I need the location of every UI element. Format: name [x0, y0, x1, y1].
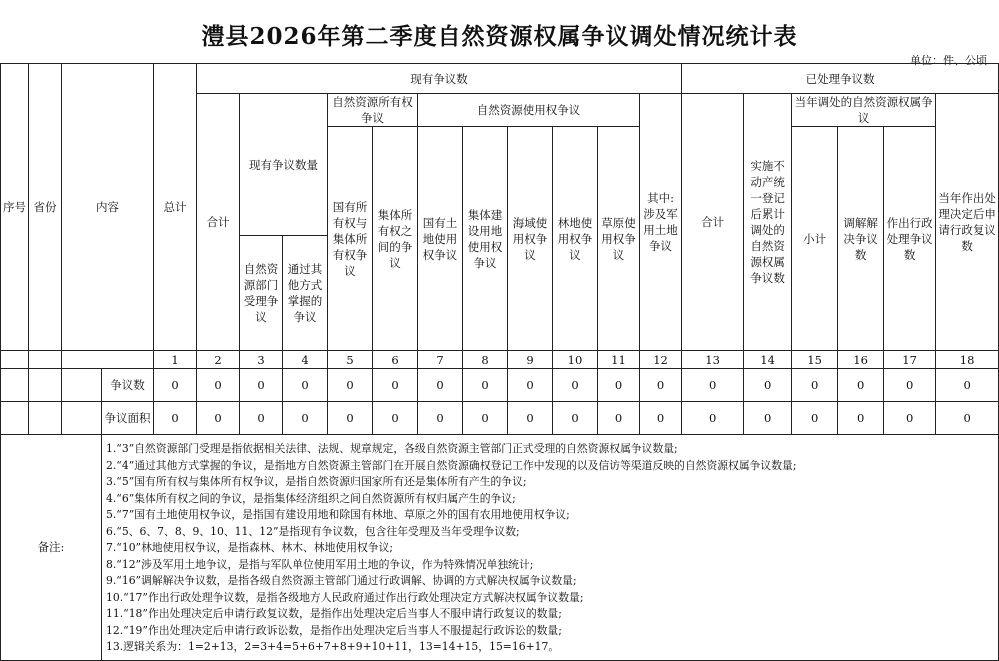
- mediation-header: 调解解决争议数: [838, 127, 884, 351]
- note-line: 6.“5、6、7、8、9、10、11、12”是指现有争议数，包含往年受理及当年受理争议数;: [106, 524, 520, 538]
- cell-value[interactable]: 0: [884, 402, 936, 435]
- cell-value[interactable]: 0: [197, 369, 240, 402]
- current-disputes-header: 现有争议数: [197, 64, 682, 94]
- cell-value[interactable]: 0: [463, 369, 508, 402]
- note-line: 10.“17”作出行政处理争议数，是指各级地方人民政府通过作出行政处理决定方式解决权属争议数量;: [106, 590, 584, 604]
- cell-value[interactable]: 0: [197, 402, 240, 435]
- content-header: 内容: [62, 64, 154, 351]
- seq-header: 序号: [1, 64, 29, 351]
- col-number: 6: [373, 351, 418, 369]
- row-label: 争议面积: [102, 402, 154, 435]
- col-number: 7: [418, 351, 463, 369]
- cell-value[interactable]: 0: [373, 369, 418, 402]
- cell-value[interactable]: 0: [640, 369, 682, 402]
- cell-value[interactable]: 0: [838, 369, 884, 402]
- cell-value[interactable]: 0: [328, 369, 373, 402]
- col-number: 16: [838, 351, 884, 369]
- cell-value[interactable]: 0: [154, 369, 197, 402]
- cell-value[interactable]: 0: [744, 402, 792, 435]
- cell-value[interactable]: 0: [598, 402, 640, 435]
- unit-label: 单位：件、公顷: [910, 54, 987, 67]
- col-number: 3: [240, 351, 283, 369]
- note-line: 12.“19”作出处理决定后申请行政诉讼数，是指作出处理决定后当事人不服提起行政诉讼的数量;: [106, 623, 562, 637]
- col-number: 2: [197, 351, 240, 369]
- cell-value[interactable]: 0: [283, 402, 328, 435]
- col-number: 10: [553, 351, 598, 369]
- cell-value[interactable]: 0: [553, 369, 598, 402]
- notes-label: 备注:: [1, 435, 102, 661]
- notes-row: [1, 435, 999, 661]
- notes-block: [102, 435, 999, 661]
- cell-value[interactable]: 0: [682, 402, 744, 435]
- total-header: 总计: [154, 64, 197, 351]
- cell-value[interactable]: 0: [373, 402, 418, 435]
- collective-between-header: 集体所有权之间的争议: [373, 127, 418, 351]
- subtotal-header: 小计: [792, 127, 838, 351]
- col-number: 9: [508, 351, 553, 369]
- cell-value[interactable]: 0: [640, 402, 682, 435]
- use-right-header: 自然资源使用权争议: [418, 94, 640, 127]
- current-subtotal-header: 合计: [197, 94, 240, 351]
- col-number: 12: [640, 351, 682, 369]
- cell-value[interactable]: 0: [792, 369, 838, 402]
- collective-construction-header: 集体建设用地使用权争议: [463, 127, 508, 351]
- row-label: 争议数: [102, 369, 154, 402]
- cell-value[interactable]: 0: [508, 369, 553, 402]
- cell-value[interactable]: 0: [463, 402, 508, 435]
- this-year-header: 当年调处的自然资源权属争议: [792, 94, 936, 127]
- cell-value[interactable]: 0: [884, 369, 936, 402]
- table-row: [1, 369, 999, 402]
- state-collective-header: 国有所有权与集体所有权争议: [328, 127, 373, 351]
- grassland-header: 草原使用权争议: [598, 127, 640, 351]
- cell-value[interactable]: 0: [154, 402, 197, 435]
- province-header: 省份: [29, 64, 62, 351]
- col-number: 18: [936, 351, 999, 369]
- ownership-header: 自然资源所有权争议: [328, 94, 418, 127]
- cell-value[interactable]: 0: [418, 369, 463, 402]
- accepted-header: 自然资源部门受理争议: [240, 236, 283, 351]
- col-number: 8: [463, 351, 508, 369]
- current-count-header: 现有争议数量: [240, 94, 328, 236]
- col-number: 11: [598, 351, 640, 369]
- note-line: 5.“7”国有土地使用权争议，是指国有建设用地和除国有林地、草原之外的国有农用地使用权争议;: [106, 508, 570, 521]
- cell-value[interactable]: 0: [744, 369, 792, 402]
- col-number: 15: [792, 351, 838, 369]
- note-line: 13.逻辑关系为：1=2+13，2=3+4=5+6+7+8+9+10+11，13=14+15，15=16+17。: [106, 640, 560, 653]
- note-line: 9.“16”调解解决争议数，是指各级自然资源主管部门通过行政调解、协调的方式解决权属争议数量;: [106, 574, 577, 587]
- table-title: 澧县2026年第二季度自然资源权属争议调处情况统计表: [201, 23, 798, 50]
- cell-value[interactable]: 0: [936, 369, 999, 402]
- note-line: 7.“10”林地使用权争议，是指森林、林木、林地使用权争议;: [106, 541, 394, 554]
- review-header: 当年作出处理决定后申请行政复议数: [936, 94, 999, 351]
- cell-value[interactable]: 0: [240, 402, 283, 435]
- note-line: 3.“5”国有所有权与集体所有权争议，是指自然资源归国家所有还是集体所有产生的争议;: [106, 475, 527, 488]
- col-number: 13: [682, 351, 744, 369]
- cell-value[interactable]: 0: [553, 402, 598, 435]
- cell-value[interactable]: 0: [936, 402, 999, 435]
- cell-value[interactable]: 0: [283, 369, 328, 402]
- handled-disputes-header: 已处理争议数: [682, 64, 999, 94]
- cell-value[interactable]: 0: [418, 402, 463, 435]
- forest-header: 林地使用权争议: [553, 127, 598, 351]
- statistics-table: [0, 63, 999, 661]
- col-number: 1: [154, 351, 197, 369]
- handled-total-header: 合计: [682, 94, 744, 351]
- registration-header: 实施不动产统一登记后累计调处的自然资源权属争议数: [744, 94, 792, 351]
- cell-value[interactable]: 0: [328, 402, 373, 435]
- col-number: 17: [884, 351, 936, 369]
- cell-value[interactable]: 0: [508, 402, 553, 435]
- table-row: [1, 402, 999, 435]
- cell-value[interactable]: 0: [792, 402, 838, 435]
- military-header: 其中:涉及军用土地争议: [640, 94, 682, 351]
- col-number: 14: [744, 351, 792, 369]
- other-ways-header: 通过其他方式掌握的争议: [283, 236, 328, 351]
- column-number-row: [1, 351, 999, 369]
- note-line: 8.“12”涉及军用土地争议，是指与军队单位使用军用土地的争议，作为特殊情况单独统计;: [106, 557, 534, 571]
- cell-value[interactable]: 0: [240, 369, 283, 402]
- sea-header: 海域使用权争议: [508, 127, 553, 351]
- cell-value[interactable]: 0: [682, 369, 744, 402]
- note-line: 1.“3”自然资源部门受理是指依据相关法律、法规、规章规定，各级自然资源主管部门正式受理的自然资源权属争议数量;: [106, 442, 678, 455]
- note-line: 11.“18”作出处理决定后申请行政复议数，是指作出处理决定后当事人不服申请行政复议的数量;: [106, 607, 562, 620]
- cell-value[interactable]: 0: [838, 402, 884, 435]
- note-line: 2.“4”通过其他方式掌握的争议，是指地方自然资源主管部门在开展自然资源确权登记工作中发现的以及信访等渠道反映的自然资源权属争议数量;: [106, 458, 797, 472]
- col-number: 4: [283, 351, 328, 369]
- col-number: 5: [328, 351, 373, 369]
- decision-header: 作出行政处理争议数: [884, 127, 936, 351]
- state-land-header: 国有土地使用权争议: [418, 127, 463, 351]
- cell-value[interactable]: 0: [598, 369, 640, 402]
- note-line: 4.“6”集体所有权之间的争议，是指集体经济组织之间自然资源所有权归属产生的争议;: [106, 491, 516, 505]
